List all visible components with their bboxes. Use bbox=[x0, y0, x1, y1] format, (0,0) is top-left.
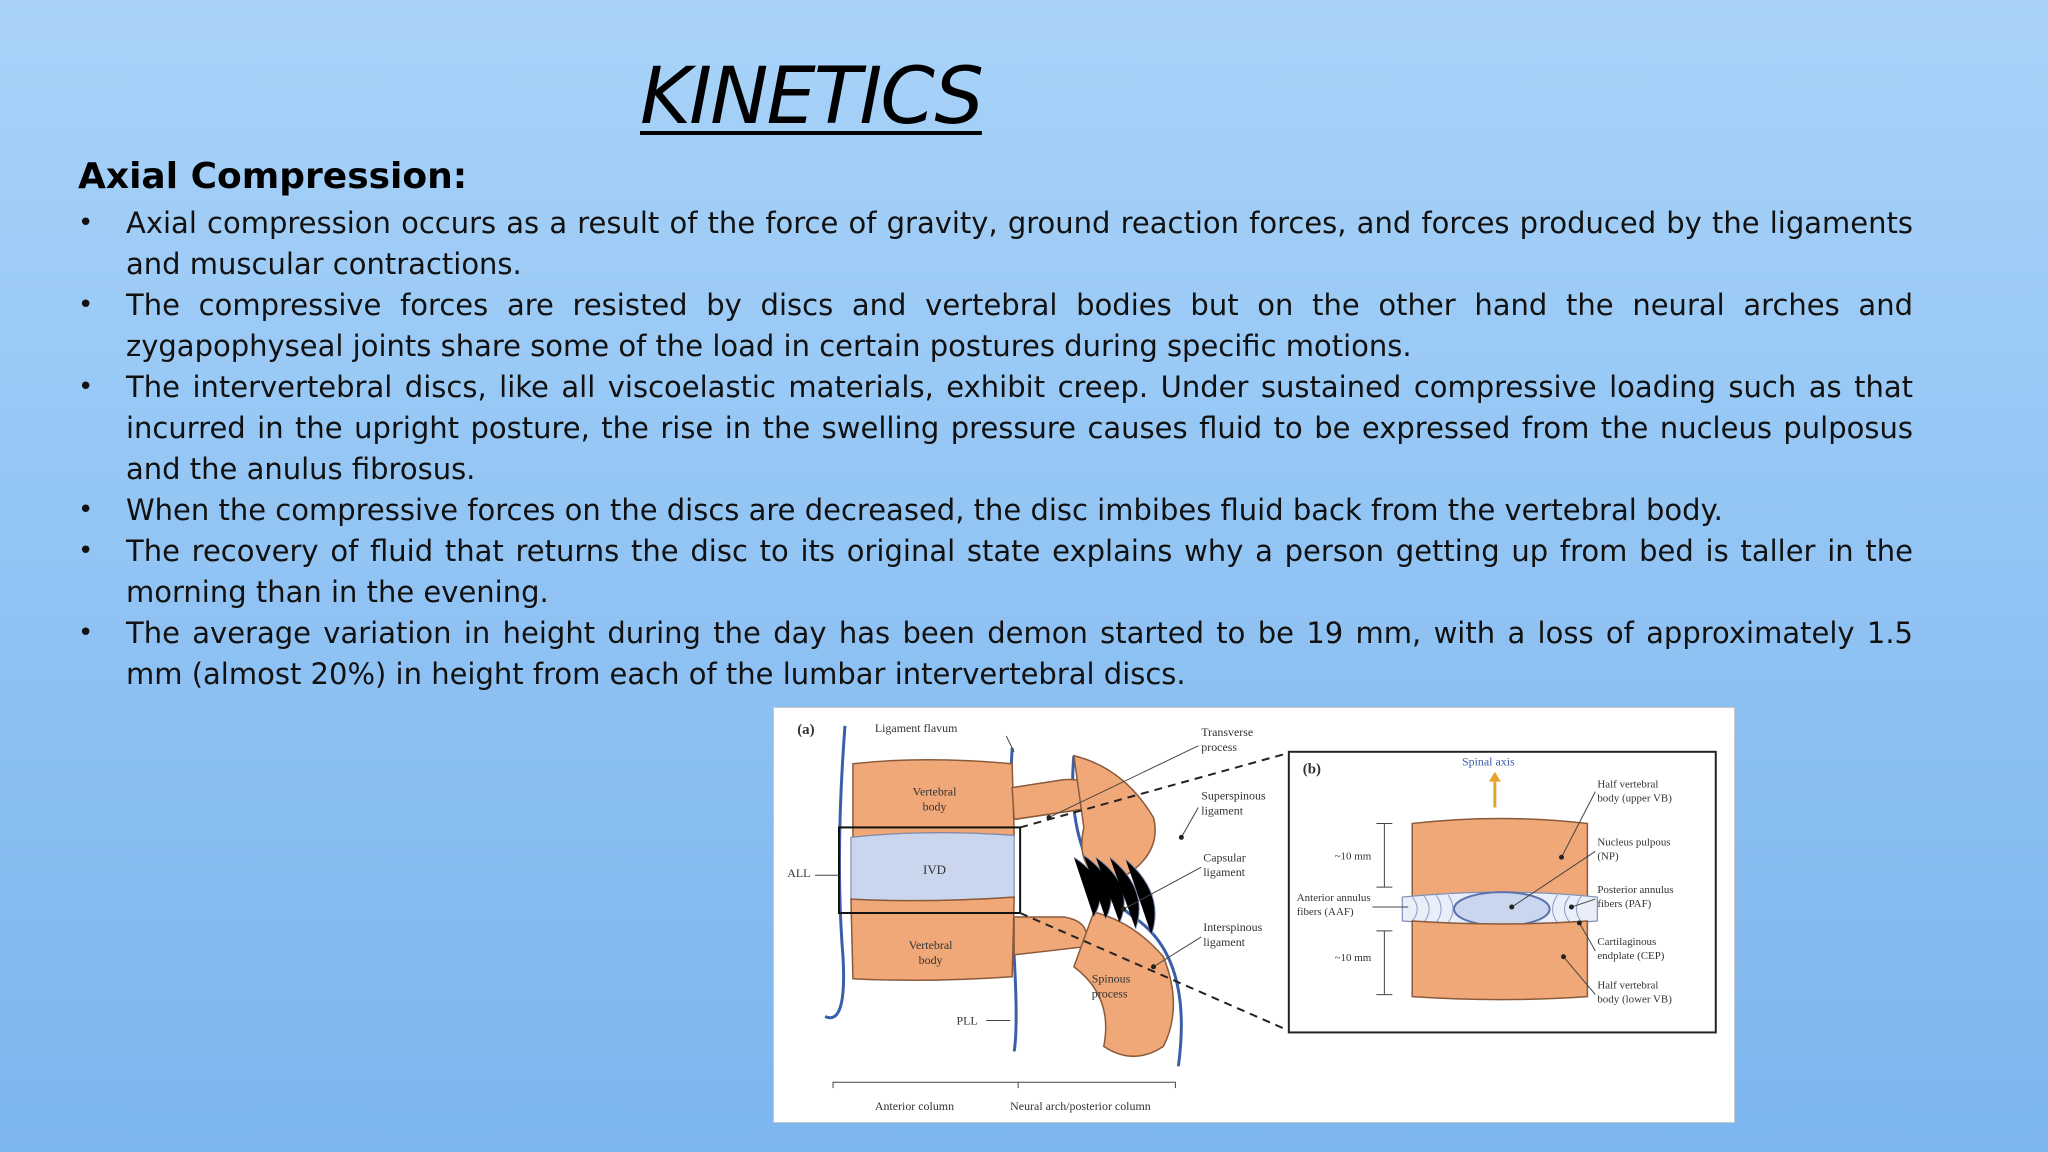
cep-label-1: Cartilaginous bbox=[1597, 935, 1657, 948]
lower-pedicle bbox=[1014, 917, 1086, 955]
bullet-item bbox=[78, 203, 1913, 285]
bullet-text: When the compressive forces on the discs are decreased, the disc imbibes fluid back from the vertebral body. bbox=[126, 493, 1723, 527]
interspinous-label-1: Interspinous bbox=[1203, 919, 1263, 934]
ten-mm-top-label: ~10 mm bbox=[1334, 850, 1372, 863]
b-lower-vertebral-body bbox=[1412, 921, 1587, 1000]
panel-b-label: (b) bbox=[1302, 761, 1321, 778]
section-heading: Axial Compression: bbox=[78, 156, 468, 197]
bullet-text: The intervertebral discs, like all viscoelastic materials, exhibit creep. Under sustained compressive loading such as that incurred in the upright posture, the rise in the swelling pressure causes fluid to be expressed from the nucleus pulposus and the anulus fibrosus. bbox=[126, 370, 1913, 486]
half-vb-lower-label-1: Half vertebral bbox=[1597, 979, 1659, 992]
transverse-label-1: Transverse bbox=[1201, 724, 1254, 739]
spine-diagram bbox=[774, 708, 1734, 1122]
ligament-flavum-label: Ligament flavum bbox=[874, 720, 958, 735]
spinous-label-1: Spinous bbox=[1091, 971, 1131, 986]
column-bracket bbox=[833, 1082, 1175, 1088]
vb-upper-label-2: body bbox=[922, 799, 947, 814]
pll-label: PLL bbox=[956, 1013, 978, 1028]
capsular-label-2: ligament bbox=[1203, 865, 1246, 880]
slide-title: KINETICS bbox=[640, 52, 982, 142]
bullet-text: The average variation in height during the day has been demon started to be 19 mm, with a loss of approximately 1.5 mm (almost 20%) in height from each of the lumbar intervertebral discs. bbox=[126, 616, 1913, 691]
np-label-1: Nucleus pulpous bbox=[1597, 836, 1671, 849]
half-vb-lower-label-2: body (lower VB) bbox=[1597, 993, 1672, 1006]
bullet-text: The recovery of fluid that returns the disc to its original state explains why a person getting up from bed is taller in the morning than in the evening. bbox=[126, 534, 1913, 609]
half-vb-upper-label-2: body (upper VB) bbox=[1597, 792, 1672, 805]
bullet-dot-icon: • bbox=[78, 372, 94, 402]
bullet-item bbox=[78, 490, 1913, 531]
panel-a-label: (a) bbox=[797, 721, 815, 738]
vb-lower-label-1: Vertebral bbox=[908, 937, 953, 952]
all-label: ALL bbox=[787, 866, 811, 881]
paf-label-1: Posterior annulus bbox=[1597, 884, 1674, 897]
bullet-item bbox=[78, 367, 1913, 490]
spinal-axis-label: Spinal axis bbox=[1461, 754, 1515, 769]
transverse-label-2: process bbox=[1201, 739, 1238, 754]
supraspinous-label-1: Superspinous bbox=[1201, 788, 1266, 803]
half-vb-upper-label-1: Half vertebral bbox=[1597, 778, 1659, 791]
aaf-label-1: Anterior annulus bbox=[1296, 892, 1371, 905]
bullet-dot-icon: • bbox=[78, 208, 94, 238]
spine-figure bbox=[773, 707, 1735, 1123]
capsular-label-1: Capsular bbox=[1203, 850, 1246, 865]
vb-lower-label-2: body bbox=[918, 952, 943, 967]
bullet-item bbox=[78, 531, 1913, 613]
cep-label-2: endplate (CEP) bbox=[1597, 949, 1665, 962]
bullet-dot-icon: • bbox=[78, 290, 94, 320]
posterior-column-label: Neural arch/posterior column bbox=[1010, 1099, 1151, 1114]
ivd-label: IVD bbox=[923, 862, 947, 878]
anterior-column-label: Anterior column bbox=[874, 1099, 955, 1114]
bullet-text: Axial compression occurs as a result of the force of gravity, ground reaction forces, and forces produced by the ligaments and muscular contractions. bbox=[126, 206, 1913, 281]
interspinous-label-2: ligament bbox=[1203, 934, 1246, 949]
aaf-label-2: fibers (AAF) bbox=[1296, 906, 1354, 918]
bullet-dot-icon: • bbox=[78, 618, 94, 648]
bullet-text: The compressive forces are resisted by discs and vertebral bodies but on the other hand the neural arches and zygapophyseal joints share some of the load in certain postures during specific motions. bbox=[126, 288, 1913, 363]
paf-label-2: fibers (PAF) bbox=[1597, 898, 1652, 911]
bullet-item bbox=[78, 613, 1913, 695]
ten-mm-bottom-label: ~10 mm bbox=[1334, 951, 1372, 964]
supraspinous-label-2: ligament bbox=[1201, 803, 1244, 818]
bullet-list bbox=[78, 203, 1913, 695]
bullet-dot-icon: • bbox=[78, 536, 94, 566]
b-nucleus-pulposus bbox=[1454, 892, 1550, 926]
np-label-2: (NP) bbox=[1597, 850, 1619, 863]
bullet-dot-icon: • bbox=[78, 495, 94, 525]
vb-upper-label-1: Vertebral bbox=[912, 784, 957, 799]
bullet-item bbox=[78, 285, 1913, 367]
anterior-ligament-line bbox=[825, 726, 845, 1018]
spinous-label-2: process bbox=[1091, 986, 1128, 1001]
